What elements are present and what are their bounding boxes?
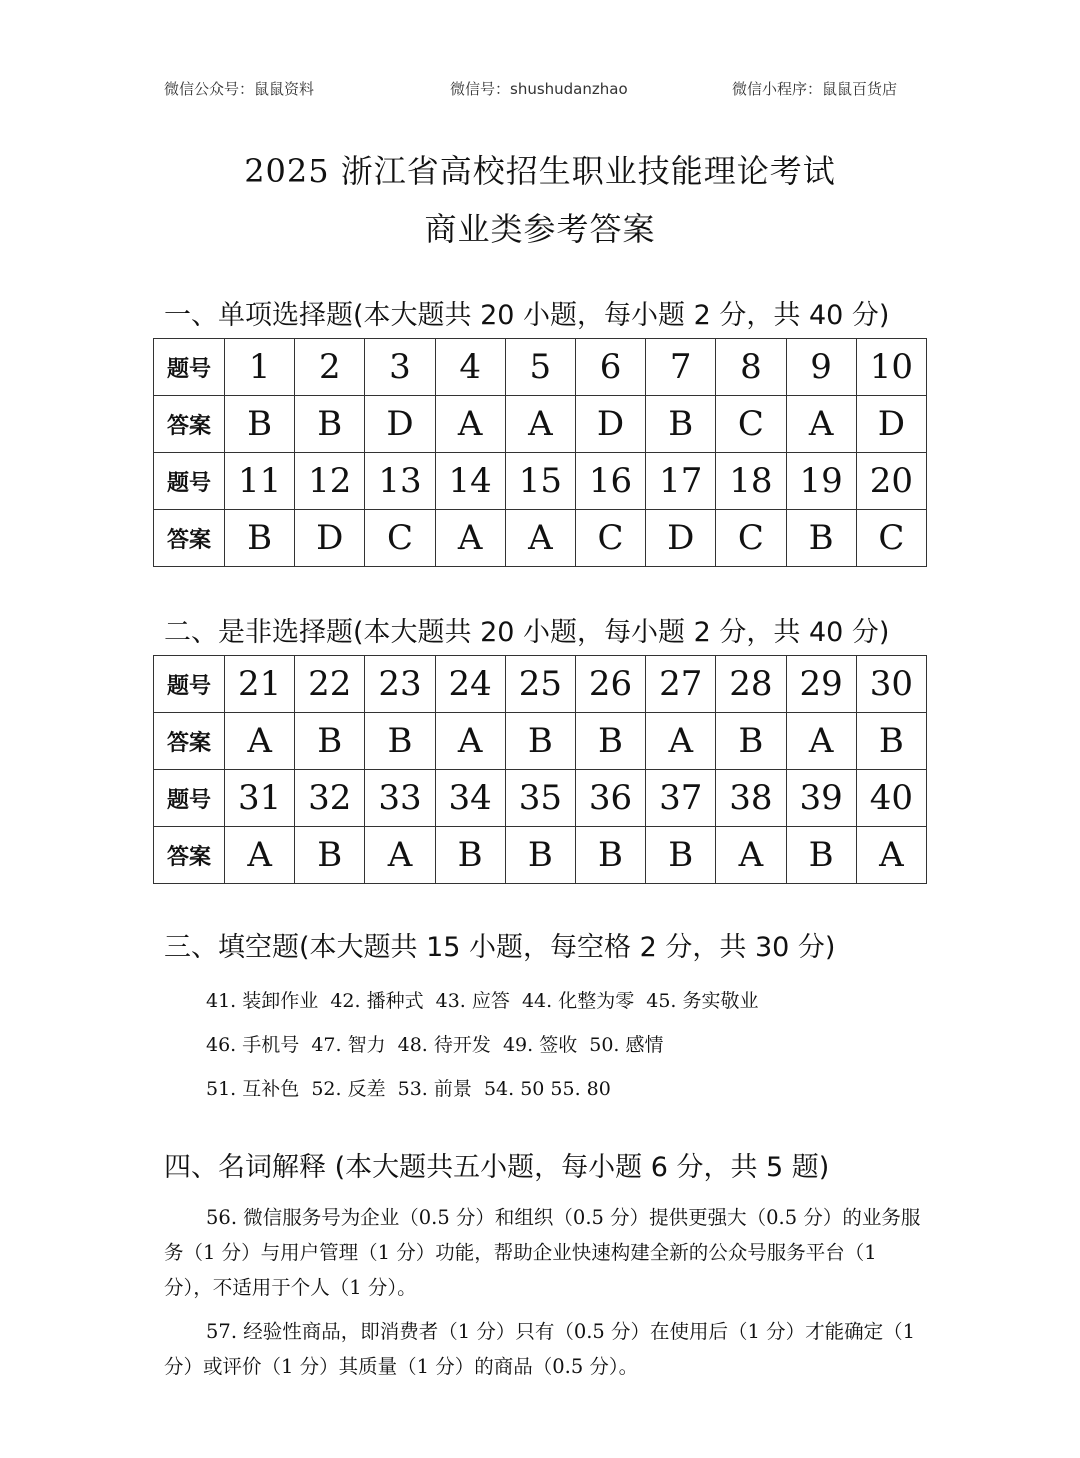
table-cell: C bbox=[716, 396, 786, 453]
fill-blank-line bbox=[206, 1074, 617, 1101]
table-row bbox=[154, 827, 927, 884]
table-cell: 19 bbox=[786, 453, 856, 510]
table-cell: 25 bbox=[505, 656, 575, 713]
row-label: 答案 bbox=[154, 396, 225, 453]
section1-heading: 一、单项选择题(本大题共 20 小题，每小题 2 分，共 40 分) bbox=[164, 300, 890, 331]
table-cell: D bbox=[365, 396, 435, 453]
table-cell: A bbox=[365, 827, 435, 884]
table-cell: B bbox=[295, 827, 365, 884]
table-cell: 2 bbox=[295, 339, 365, 396]
fill-blank-answer: 52. 反差 bbox=[311, 1078, 386, 1100]
table-cell: A bbox=[856, 827, 926, 884]
fill-blank-line bbox=[206, 986, 765, 1013]
table-cell: 23 bbox=[365, 656, 435, 713]
document-subtitle: 商业类参考答案 bbox=[424, 210, 656, 248]
table-cell: B bbox=[295, 396, 365, 453]
table-cell: 40 bbox=[856, 770, 926, 827]
table-cell: 32 bbox=[295, 770, 365, 827]
table-cell: 18 bbox=[716, 453, 786, 510]
document-title: 2025 浙江省高校招生职业技能理论考试 bbox=[244, 152, 836, 190]
header-wechat-account: 微信公众号：鼠鼠资料 bbox=[164, 80, 315, 98]
table-cell: D bbox=[295, 510, 365, 567]
table-cell: 22 bbox=[295, 656, 365, 713]
row-label: 答案 bbox=[154, 510, 225, 567]
fill-blank-answer: 48. 待开发 bbox=[397, 1034, 491, 1056]
table-cell: A bbox=[716, 827, 786, 884]
row-label: 题号 bbox=[154, 453, 225, 510]
table-cell: 7 bbox=[646, 339, 716, 396]
table-cell: 8 bbox=[716, 339, 786, 396]
table-cell: C bbox=[856, 510, 926, 567]
table-cell: 20 bbox=[856, 453, 926, 510]
table-cell: C bbox=[365, 510, 435, 567]
table-cell: B bbox=[646, 396, 716, 453]
table-cell: A bbox=[435, 713, 505, 770]
table-cell: 4 bbox=[435, 339, 505, 396]
table-cell: 3 bbox=[365, 339, 435, 396]
fill-blank-answer: 45. 务实敬业 bbox=[646, 990, 759, 1012]
fill-blank-answer: 49. 签收 bbox=[502, 1034, 578, 1056]
table-cell: 38 bbox=[716, 770, 786, 827]
table-cell: 39 bbox=[786, 770, 856, 827]
table-cell: 5 bbox=[505, 339, 575, 396]
table-cell: B bbox=[295, 713, 365, 770]
section3-heading: 三、填空题(本大题共 15 小题，每空格 2 分，共 30 分) bbox=[164, 932, 836, 963]
table-cell: 31 bbox=[225, 770, 295, 827]
row-label: 题号 bbox=[154, 339, 225, 396]
table-cell: 27 bbox=[646, 656, 716, 713]
table-row bbox=[154, 339, 927, 396]
table-cell: 30 bbox=[856, 656, 926, 713]
table-cell: A bbox=[505, 510, 575, 567]
table-cell: 34 bbox=[435, 770, 505, 827]
table-cell: A bbox=[435, 510, 505, 567]
answer-56-paragraph: 56. 微信服务号为企业（0.5 分）和组织（0.5 分）提供更强大（0.5 分）的业务服务（1 分）与用户管理（1 分）功能，帮助企业快速构建全新的公众号服务平台（1 分），不适用于个人（1 分）。 bbox=[164, 1206, 921, 1299]
table-cell: B bbox=[646, 827, 716, 884]
row-label: 答案 bbox=[154, 713, 225, 770]
table-cell: 15 bbox=[505, 453, 575, 510]
row-label: 题号 bbox=[154, 656, 225, 713]
table-cell: B bbox=[716, 713, 786, 770]
table-cell: B bbox=[505, 713, 575, 770]
table-row bbox=[154, 770, 927, 827]
table-cell: A bbox=[225, 713, 295, 770]
table-cell: 29 bbox=[786, 656, 856, 713]
table-cell: 33 bbox=[365, 770, 435, 827]
table-cell: B bbox=[786, 510, 856, 567]
table-row bbox=[154, 453, 927, 510]
table-row bbox=[154, 396, 927, 453]
page-header bbox=[0, 78, 1080, 102]
table-cell: B bbox=[505, 827, 575, 884]
table-cell: 35 bbox=[505, 770, 575, 827]
fill-blank-answer: 42. 播种式 bbox=[330, 990, 424, 1012]
fill-blank-answer: 41. 装卸作业 bbox=[206, 990, 319, 1012]
section2-answer-table bbox=[153, 655, 927, 884]
table-cell: 37 bbox=[646, 770, 716, 827]
table-cell: A bbox=[786, 713, 856, 770]
table-row bbox=[154, 713, 927, 770]
table-cell: 14 bbox=[435, 453, 505, 510]
fill-blank-answer: 50. 感情 bbox=[589, 1034, 664, 1056]
table-cell: A bbox=[435, 396, 505, 453]
table-cell: 24 bbox=[435, 656, 505, 713]
table-cell: 13 bbox=[365, 453, 435, 510]
table-cell: B bbox=[225, 510, 295, 567]
header-mini-program: 微信小程序：鼠鼠百货店 bbox=[732, 80, 898, 98]
table-cell: 9 bbox=[786, 339, 856, 396]
table-cell: 6 bbox=[575, 339, 645, 396]
table-cell: A bbox=[225, 827, 295, 884]
table-cell: 11 bbox=[225, 453, 295, 510]
table-cell: A bbox=[505, 396, 575, 453]
section4-heading: 四、名词解释 (本大题共五小题，每小题 6 分，共 5 题) bbox=[164, 1152, 830, 1183]
table-cell: B bbox=[225, 396, 295, 453]
table-cell: 28 bbox=[716, 656, 786, 713]
table-cell: D bbox=[575, 396, 645, 453]
section1-answer-table bbox=[153, 338, 927, 567]
table-cell: 17 bbox=[646, 453, 716, 510]
table-cell: B bbox=[365, 713, 435, 770]
table-cell: 16 bbox=[575, 453, 645, 510]
table-cell: B bbox=[575, 827, 645, 884]
fill-blank-answer: 53. 前景 bbox=[397, 1078, 472, 1100]
table-cell: B bbox=[856, 713, 926, 770]
table-cell: 21 bbox=[225, 656, 295, 713]
table-row bbox=[154, 510, 927, 567]
row-label: 题号 bbox=[154, 770, 225, 827]
table-cell: B bbox=[435, 827, 505, 884]
table-cell: 1 bbox=[225, 339, 295, 396]
fill-blank-answer: 43. 应答 bbox=[435, 990, 510, 1012]
fill-blank-answer: 44. 化整为零 bbox=[521, 990, 635, 1012]
table-cell: B bbox=[786, 827, 856, 884]
table-cell: D bbox=[856, 396, 926, 453]
table-cell: C bbox=[716, 510, 786, 567]
row-label: 答案 bbox=[154, 827, 225, 884]
table-cell: B bbox=[575, 713, 645, 770]
fill-blank-answer: 46. 手机号 bbox=[206, 1034, 300, 1056]
table-cell: 12 bbox=[295, 453, 365, 510]
table-cell: A bbox=[646, 713, 716, 770]
table-cell: D bbox=[646, 510, 716, 567]
fill-blank-answer: 51. 互补色 bbox=[206, 1078, 300, 1100]
table-row bbox=[154, 656, 927, 713]
fill-blank-answer: 47. 智力 bbox=[311, 1034, 386, 1056]
section2-heading: 二、是非选择题(本大题共 20 小题，每小题 2 分，共 40 分) bbox=[164, 617, 890, 648]
table-cell: 10 bbox=[856, 339, 926, 396]
fill-blank-line bbox=[206, 1030, 670, 1057]
table-cell: C bbox=[575, 510, 645, 567]
answer-57-paragraph: 57. 经验性商品，即消费者（1 分）只有（0.5 分）在使用后（1 分）才能确定（1 分）或评价（1 分）其质量（1 分）的商品（0.5 分）。 bbox=[164, 1320, 916, 1378]
header-wechat-id: 微信号：shushudanzhao bbox=[450, 80, 628, 98]
table-cell: 36 bbox=[575, 770, 645, 827]
fill-blank-answer: 54. 50 55. 80 bbox=[483, 1078, 611, 1100]
table-cell: A bbox=[786, 396, 856, 453]
table-cell: 26 bbox=[575, 656, 645, 713]
